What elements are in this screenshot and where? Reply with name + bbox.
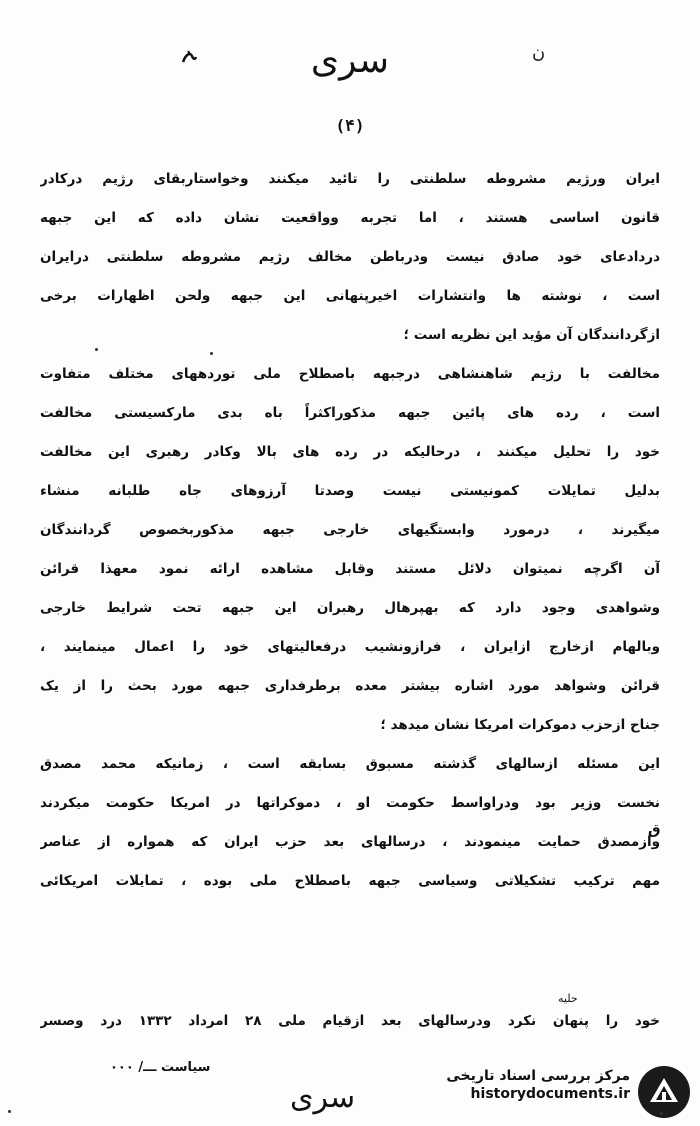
classification-footer: سری	[290, 1080, 356, 1115]
document-body	[40, 160, 660, 901]
body-line: مهم ترکیب تشکیلاتی وسیاسی جبهه باصطلاح ملی بوده ، تمایلات امریکائی	[40, 873, 660, 889]
body-line-last: خود را پنهان نکرد ودرسالهای بعد ازقیام ملی ۲۸ امرداد ۱۳۳۲ درد وصسر	[40, 1013, 660, 1029]
archive-url: historydocuments.ir	[470, 1086, 630, 1102]
archive-watermark	[412, 1064, 692, 1120]
ink-speck	[210, 352, 213, 355]
body-line: قرائن وشواهد مورد اشاره بیشتر معده برطرفداری جبهه مورد بحث را از یک	[40, 678, 660, 694]
body-line: نخست وزیر بود ودراواسط حکومت او ، دموکراتها در امریکا حکومت میکردند	[40, 795, 660, 811]
corner-mark: ن	[532, 42, 546, 63]
page-number: (۴)	[335, 116, 365, 135]
archive-logo-icon	[636, 1064, 692, 1120]
body-line: وازمصدق حمایت مینمودند ، درسالهای بعد حزب ایران که همواره از عناصر	[40, 834, 660, 850]
classification-header: سری	[310, 40, 390, 81]
handwritten-note: سیاست ـــ/ ۰۰۰	[110, 1060, 211, 1075]
body-line: وشواهدی وجود دارد که بهپرهال رهبران این جبهه تحت شرایط خارجی	[40, 600, 660, 616]
above-line-note: حلیه	[558, 992, 578, 1005]
body-line: است ، رده های پائین جبهه مذکوراکثراً باه بدی مارکسیستی مخالفت	[40, 405, 660, 421]
margin-note: ق	[648, 822, 661, 838]
body-line: مخالفت با رژیم شاهنشاهی درجبهه باصطلاح ملی توردههای مختلف متفاوت	[40, 366, 660, 382]
body-line: آن اگرچه نمیتوان دلائل مستند وقابل مشاهده ارائه نمود معهذا قرائن	[40, 561, 660, 577]
body-line: میگیرند ، درمورد وابستگیهای خارجی جبهه مذکوربخصوص گردانندگان	[40, 522, 660, 538]
body-line: این مسئله ازسالهای گذشته مسبوق بسابقه است ، زمانیکه محمد مصدق	[40, 756, 660, 772]
body-line: ایران ورژیم مشروطه سلطنتی را تائید میکنند وخواستاربقای رژیم درکادر	[40, 171, 660, 187]
body-line: بدلیل تمایلات کمونیستی نیست وصدتا آرزوهای جاه طلبانه منشاء	[40, 483, 660, 499]
body-line: است ، نوشته ها وانتشارات اخیرپنهانی این جبهه ولحن اظهارات برخی	[40, 288, 660, 304]
archive-name: مرکز بررسی اسناد تاریخی	[446, 1068, 630, 1084]
ink-speck	[95, 348, 98, 351]
body-line: جناح ازحزب دموکرات امریکا نشان میدهد ؛	[380, 717, 660, 733]
body-line: خود را تحلیل میکنند ، درحالیکه در رده های بالا وکادر رهبری این مخالفت	[40, 444, 660, 460]
body-line: وبالهام ازخارج ازایران ، فرازونشیب درفعالیتهای خود را اعمال مینمایند ،	[40, 639, 660, 655]
body-line: دردادعای خود صادق نیست ودرباطن مخالف رژیم مشروطه سلطنتی درایران	[40, 249, 660, 265]
ink-speck	[660, 1112, 663, 1115]
body-line: قانون اساسی هستند ، اما تجربه وواقعیت نشان داده که این جبهه	[40, 210, 660, 226]
body-line: ازگردانندگان آن مؤید این نظریه است ؛	[403, 327, 660, 343]
ink-speck	[8, 1110, 11, 1113]
